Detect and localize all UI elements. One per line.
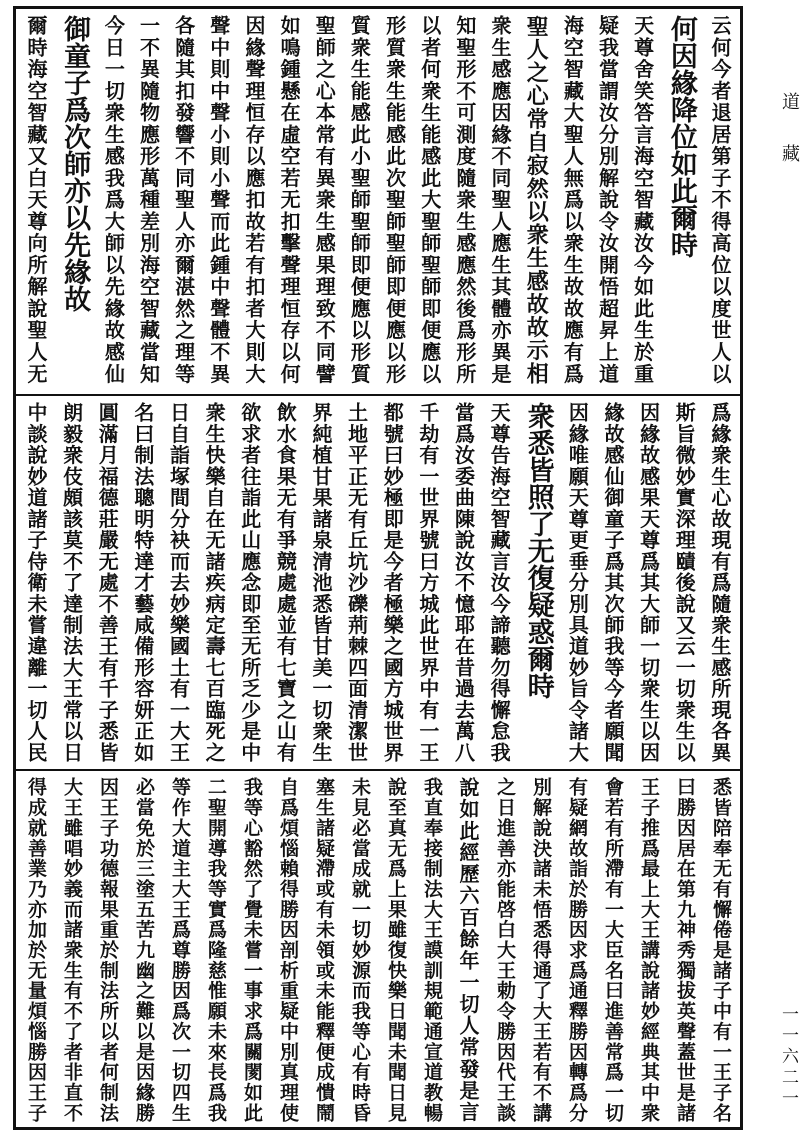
page-frame (13, 6, 743, 1130)
text-column: 天尊舍笑答言海空智藏汝今如此生於重 (630, 15, 655, 385)
column-group (26, 777, 730, 1123)
text-column: 御童子爲次師亦以先緣故 (59, 15, 91, 312)
text-column: 我等心豁然了覺未嘗一事求爲關閡如此 (241, 777, 263, 1123)
text-column: 日自詣塚間分袂而去妙樂國土有一大王 (166, 402, 191, 764)
text-column: 必當免於三塗五苦九幽之難以是因緣勝 (133, 777, 155, 1123)
text-column: 衆生感應因緣不同聖人應生其體亦異是 (488, 15, 513, 385)
text-column: 當爲汝委曲陳說汝不憶耶在昔過去萬八 (451, 402, 476, 764)
text-column: 各隨其扣發響不同聖人亦爾湛然之理等 (171, 15, 196, 385)
text-column: 說至真无爲上果雖復快樂日聞未聞日見 (385, 777, 407, 1123)
text-column: 今日一切衆生感我爲大師以先緣故感仙 (101, 15, 126, 385)
text-column: 曰勝因居在第九神秀獨拔英聲蓋世是諸 (674, 777, 696, 1123)
text-column: 朗毅衆伎頗該莫不了達制法大王常以日 (59, 402, 84, 764)
column-group (26, 402, 730, 763)
text-column: 之日進善亦能啓白大王勅令勝因代王談 (494, 777, 516, 1123)
text-panel-bottom (16, 769, 740, 1129)
text-column: 以者何衆生能感此大聖師聖師即便應以 (417, 15, 442, 385)
text-column: 如鳴鍾懸在虛空若无扣擊聲理恒存以何 (277, 15, 302, 385)
text-panel-middle (16, 394, 740, 769)
text-column: 衆悉皆照了无復疑惑爾時 (522, 402, 554, 699)
text-column: 會若有所滯有一大臣名曰進善常爲一切 (602, 777, 624, 1123)
text-column: 衆生快樂自在无諸疾病定壽七百臨死之 (202, 402, 227, 764)
column-group (26, 15, 730, 385)
text-column: 因緣唯願天尊更垂分別具道妙旨令諸大 (565, 402, 590, 764)
text-column: 土地平正无有丘坑沙礫荊棘四面清潔世 (344, 402, 369, 764)
text-column: 圓滿月福德莊嚴无處不善王有千子悉皆 (95, 402, 120, 764)
text-column: 名曰制法聰明特達才藝咸備形容妍正如 (130, 402, 155, 764)
text-column: 別解說決諸未悟悉得通了大王若有不講 (530, 777, 552, 1123)
text-column: 王子推爲最上大王講說諸妙經典其中衆 (638, 777, 660, 1123)
text-column: 自爲煩惱賴得勝因剖析重疑中別真理使 (277, 777, 299, 1123)
text-column: 形質衆生能感此次聖師聖師即便應以形 (382, 15, 407, 385)
text-column: 緣故感仙御童子爲其次師我等今者願聞 (601, 402, 625, 764)
text-column: 質衆生能感此小聖師聖師即便應以形質 (347, 15, 372, 385)
page-number: 一一六二一 (778, 1005, 798, 1110)
text-column: 因緣聲理恒存以應扣故若有扣者大則大 (241, 15, 266, 385)
text-column: 飲水食果无有爭競處處並有七寶之山有 (273, 402, 298, 764)
text-column: 天尊告海空智藏言汝今諦聽勿得懈怠我 (487, 402, 512, 764)
text-column: 因王子功德報果重於制法所以者何制法 (97, 777, 119, 1123)
text-column: 聖師之心本常有異衆生感果理致不同譬 (312, 15, 337, 385)
text-column: 聲中則中聲小則小聲而此鍾中聲體不異 (206, 15, 231, 385)
text-column: 說如此經歷六百餘年一切人常發是言 (456, 777, 480, 1124)
text-column: 欲求者往詣此山應念即至无所乏少是中 (237, 402, 262, 764)
text-column: 一不異隨物應形萬種差別海空智藏當知 (136, 15, 161, 385)
text-column: 斯旨微妙實深理賾後說又云一切衆生以 (672, 402, 697, 764)
text-column: 爲緣衆生心故現有爲隨衆生感所現各異 (707, 402, 732, 764)
text-column: 等作大道主大王爲尊勝因爲次一切四生 (169, 777, 191, 1123)
text-column: 二聖開導我等實爲隆慈惟願未來長爲我 (205, 777, 227, 1123)
text-column: 得成就善業乃亦加於无量煩惱勝因王子 (25, 777, 47, 1123)
text-column: 千劫有一世界號曰方城此世界中有一王 (415, 402, 440, 764)
side-title: 道藏 (779, 92, 800, 196)
text-column: 有疑網故詣於勝因求爲通釋勝因轉爲分 (566, 777, 588, 1123)
text-column: 云何今者退居第子不得高位以度世人以 (707, 15, 732, 385)
text-column: 未見必當成就一切妙源而我等心有時昏 (349, 777, 371, 1123)
text-column: 聖人之心常自寂然以衆生感故故示相 (523, 15, 550, 386)
text-column: 都號曰妙極即是今者極樂之國方城世界 (380, 402, 405, 764)
text-column: 大王雖唱妙義而諸衆生有不了者非直不 (61, 777, 83, 1123)
text-column: 何因緣降位如此爾時 (665, 15, 697, 258)
text-column: 疑我當謂汝分別解說令汝開悟超昇上道 (595, 15, 620, 385)
text-panel-top (16, 9, 740, 391)
text-column: 海空智藏大聖人無爲以衆生故故應有爲 (560, 15, 585, 385)
text-column: 爾時海空智藏又白天尊向所解說聖人无 (24, 15, 48, 385)
text-column: 悉皆陪奉无有懈倦是諸子中有一王子名 (710, 777, 732, 1123)
text-column: 因緣故感果天尊爲其大師一切衆生以因 (636, 402, 661, 764)
text-column: 中談說妙道諸子侍衛未嘗違離一切人民 (24, 402, 48, 764)
text-column: 界純植甘果諸泉清池悉皆甘美一切衆生 (309, 402, 333, 764)
text-column: 我直奉接制法大王謨訓規範通宣道教暢 (421, 777, 443, 1123)
text-column: 知聖形不可測度隨衆生感應然後爲形所 (452, 15, 477, 385)
text-column: 塞生諸疑滯或有未領或未能釋便成憒鬧 (313, 777, 335, 1123)
